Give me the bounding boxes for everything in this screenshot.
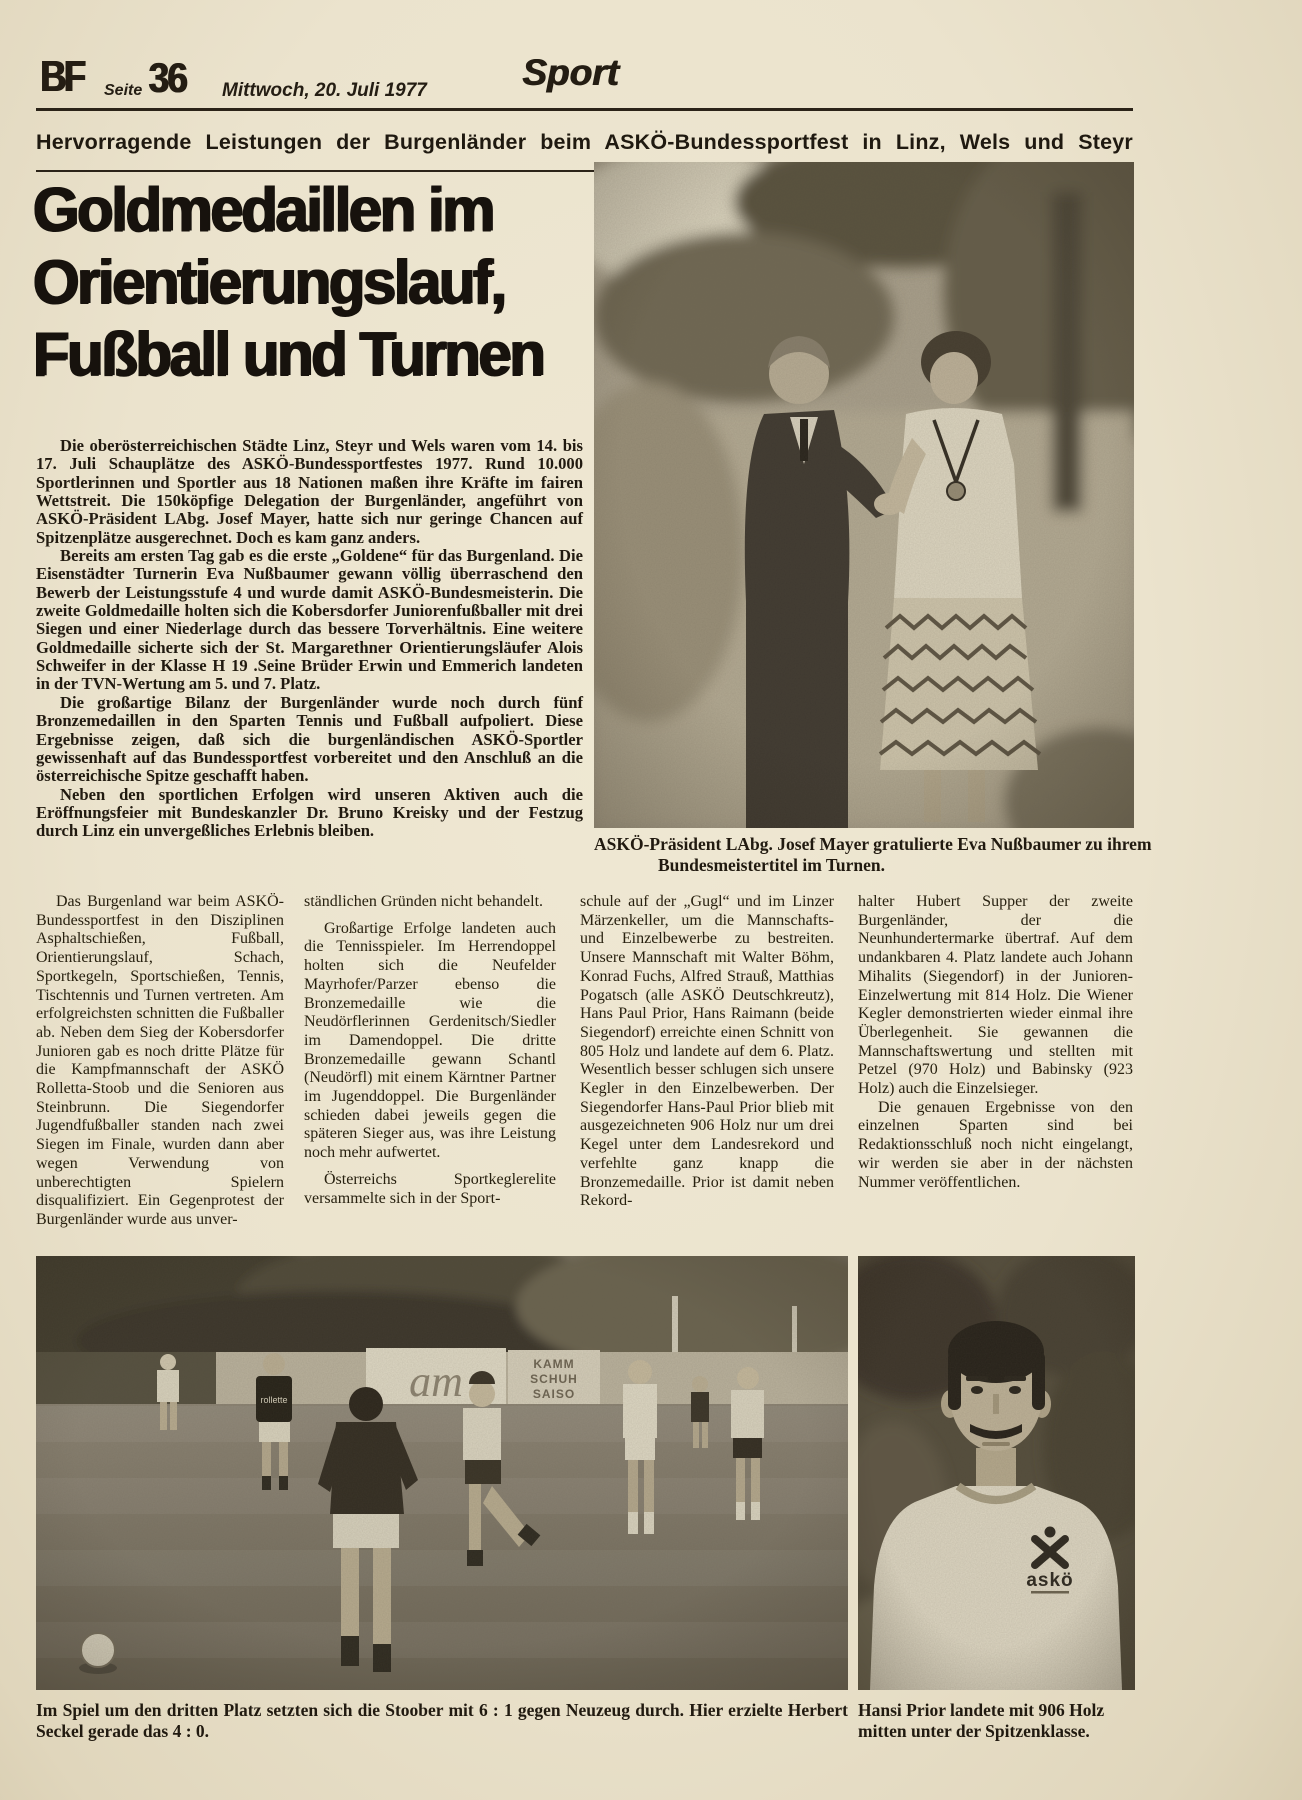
body-paragraph: Die genauen Ergebnisse von den einzelnen Sparten sind bei Redaktionsschluß noch nicht eingelangt, wir werden sie aber in der nächsten Nummer veröffentlichen. xyxy=(858,1098,1133,1191)
body-column-4 xyxy=(858,893,1133,1250)
lead-paragraph-3: Die großartige Bilanz der Burgenländer wurde noch durch fünf Bronzemedaillen in den Sparten Tennis und Fußball aufpoliert. Diese Ergebnisse zeigen, daß sich die burgenländischen ASKÖ-Sportler gewissenhaft auf das Bundessportfest vorbereitet und den Anschluß an die österreichische Spitze geschafft haben. xyxy=(36,692,583,786)
body-paragraph: ständlichen Gründen nicht behandelt. xyxy=(304,893,544,910)
masthead-logo: BF xyxy=(40,52,84,101)
lead-story xyxy=(36,437,583,841)
body-paragraph: schule auf der „Gugl“ und im Linzer Märzenkeller, um die Mannschafts- und Einzelbewerbe zu bestreiten. Unsere Mannschaft mit Walter Böhm, Konrad Fuchs, Alfred Strauß, Matthias Pogatsch (alle ASKÖ Deutschkreutz), Hans Paul Prior, Hans Raimann (beide Siegendorf) erreichte einen Schnitt von 805 Holz und landete auf dem 6. Platz. Wesentlich besser schlugen sich unsere Kegler in den Einzelbewerben. Der Siegendorfer Hans-Paul Prior blieb mit ausgezeichneten 906 Holz nur um drei Kegel unter dem Landesrekord und verfehlte ganz knapp die Bronzemedaille. Prior ist damit neben Rekord- xyxy=(580,893,834,1210)
main-headline xyxy=(32,174,592,390)
photo-caption-player: Hansi Prior landete mit 906 Holz mitten unter der Spitzenklasse. xyxy=(858,1700,1105,1741)
kicker-headline: Hervorragende Leistungen der Burgenländer beim ASKÖ-Bundessportfest in Linz, Wels und Steyr xyxy=(36,130,1133,154)
body-paragraph: Großartige Erfolge landeten auch die Tennisspieler. Im Herrendoppel holten sich die Neufelder Mayrhofer/Parzer ebenso die Bronzemedaille wie die Neudörflerinnen Gerdenitsch/Siedler im Damendoppel. Die dritte Bronzemedaille gewann Schantl (Neudörfl) mit einem Kärntner Partner im Jugenddoppel. Die Burgenländer schieden dabei jeweils gegen die späteren Sieger aus, was ihre Leistung noch mehr aufwertet. xyxy=(304,919,556,1162)
body-column-2 xyxy=(304,893,556,1250)
photo-caption-top: ASKÖ-Präsident LAbg. Josef Mayer gratulierte Eva Nußbaumer zu ihrem Bundesmeistertitel im Turnen. xyxy=(594,834,1152,875)
header-rule xyxy=(36,108,1133,111)
body-paragraph: halter Hubert Supper der zweite Burgenländer, der die Neunhundertermarke übertraf. Auf dem undankbaren 4. Platz landete auch Johann Mihalits (Siegendorf) in der Junioren-Einzelwertung mit 814 Holz. Die Wiener Kegler demonstrierten wieder einmal ihre Überlegenheit. Sie gewannen die Mannschaftswertung und stellten mit Petzel (970 Holz) und Babinsky (923 Holz) auch die Einzelsieger. xyxy=(858,893,1133,1098)
section-title: Sport xyxy=(522,52,619,93)
page-word: Seite xyxy=(104,82,143,99)
photo-handshake xyxy=(594,162,1134,828)
body-column-1 xyxy=(36,893,284,1250)
body-paragraph: Österreichs Sportkeglerelite versammelte sich in der Sport- xyxy=(304,1170,556,1207)
photo-player-portrait xyxy=(858,1256,1135,1690)
body-column-3 xyxy=(580,893,834,1250)
page-number: 36 xyxy=(148,54,186,101)
body-paragraph: Das Burgenland war beim ASKÖ-Bundessportfest in den Disziplinen Asphaltschießen, Fußball, Orientierungslauf, Schach, Sportkegeln, Sportschießen, Tennis, Tischtennis und Turnen vertreten. Am erfolgreichsten schnitten die Fußballer ab. Neben dem Sieg der Kobersdorfer Junioren gab es noch dritte Plätze für die Kampfmannschaft der ASKÖ Rolletta-Stoob und die Senioren aus Steinbrunn. Die Siegendorfer Jugendfußballer standen nach zwei Siegen im Finale, wurden dann aber wegen Verwendung von unberechtigten Spielern disqualifiziert. Ein Gegenprotest der Burgenländer wurde aus unver- xyxy=(36,893,284,1228)
issue-date: Mittwoch, 20. Juli 1977 xyxy=(222,80,427,101)
photo-caption-soccer: Im Spiel um den dritten Platz setzten sich die Stoober mit 6 : 1 gegen Neuzeug durch. Hier erzielte Herbert Seckel gerade das 4 : 0. xyxy=(36,1700,848,1741)
headline-line-1: Goldmedaillen im xyxy=(32,175,493,245)
headline-line-3: Fußball und Turnen xyxy=(32,319,543,389)
lead-paragraph-2: Bereits am ersten Tag gab es die erste „Goldene“ für das Burgenland. Die Eisenstädter Turnerin Eva Nußbaumer gewann völlig überraschend den Bewerb der Leistungsstufe 4 und wurde damit ASKÖ-Bundesmeisterin. Die zweite Goldmedaille holten sich die Kobersdorfer Juniorenfußballer mit drei Siegen und einer Niederlage durch das bessere Torverhältnis. Eine weitere Goldmedaille sicherte sich der St. Margarethner Orientierungsläufer Alois Schweifer in der Klasse H 19 .Seine Brüder Erwin und Emmerich landeten in der TVN-Wertung am 5. und 7. Platz. xyxy=(36,546,583,694)
lead-paragraph-1: Die oberösterreichischen Städte Linz, Steyr und Wels waren vom 14. bis 17. Juli Schauplätze des ASKÖ-Bundessportfestes 1977. Rund 10.000 Sportlerinnen und Sportler aus 18 Nationen maßen ihre Kräfte im fairen Wettstreit. Die 150köpfige Delegation der Burgenländer, angeführt von ASKÖ-Präsident LAbg. Josef Mayer, hatte sich nur geringe Chancen auf Spitzenplätze ausgerechnet. Doch es kam ganz anders. xyxy=(36,436,583,547)
headline-line-2: Orientierungslauf, xyxy=(32,247,504,317)
photo-soccer xyxy=(36,1256,848,1690)
lead-paragraph-4: Neben den sportlichen Erfolgen wird unseren Aktiven auch die Eröffnungsfeier mit Bundeskanzler Dr. Bruno Kreisky und der Festzug durch Linz ein unvergeßliches Erlebnis bleiben. xyxy=(36,784,583,841)
